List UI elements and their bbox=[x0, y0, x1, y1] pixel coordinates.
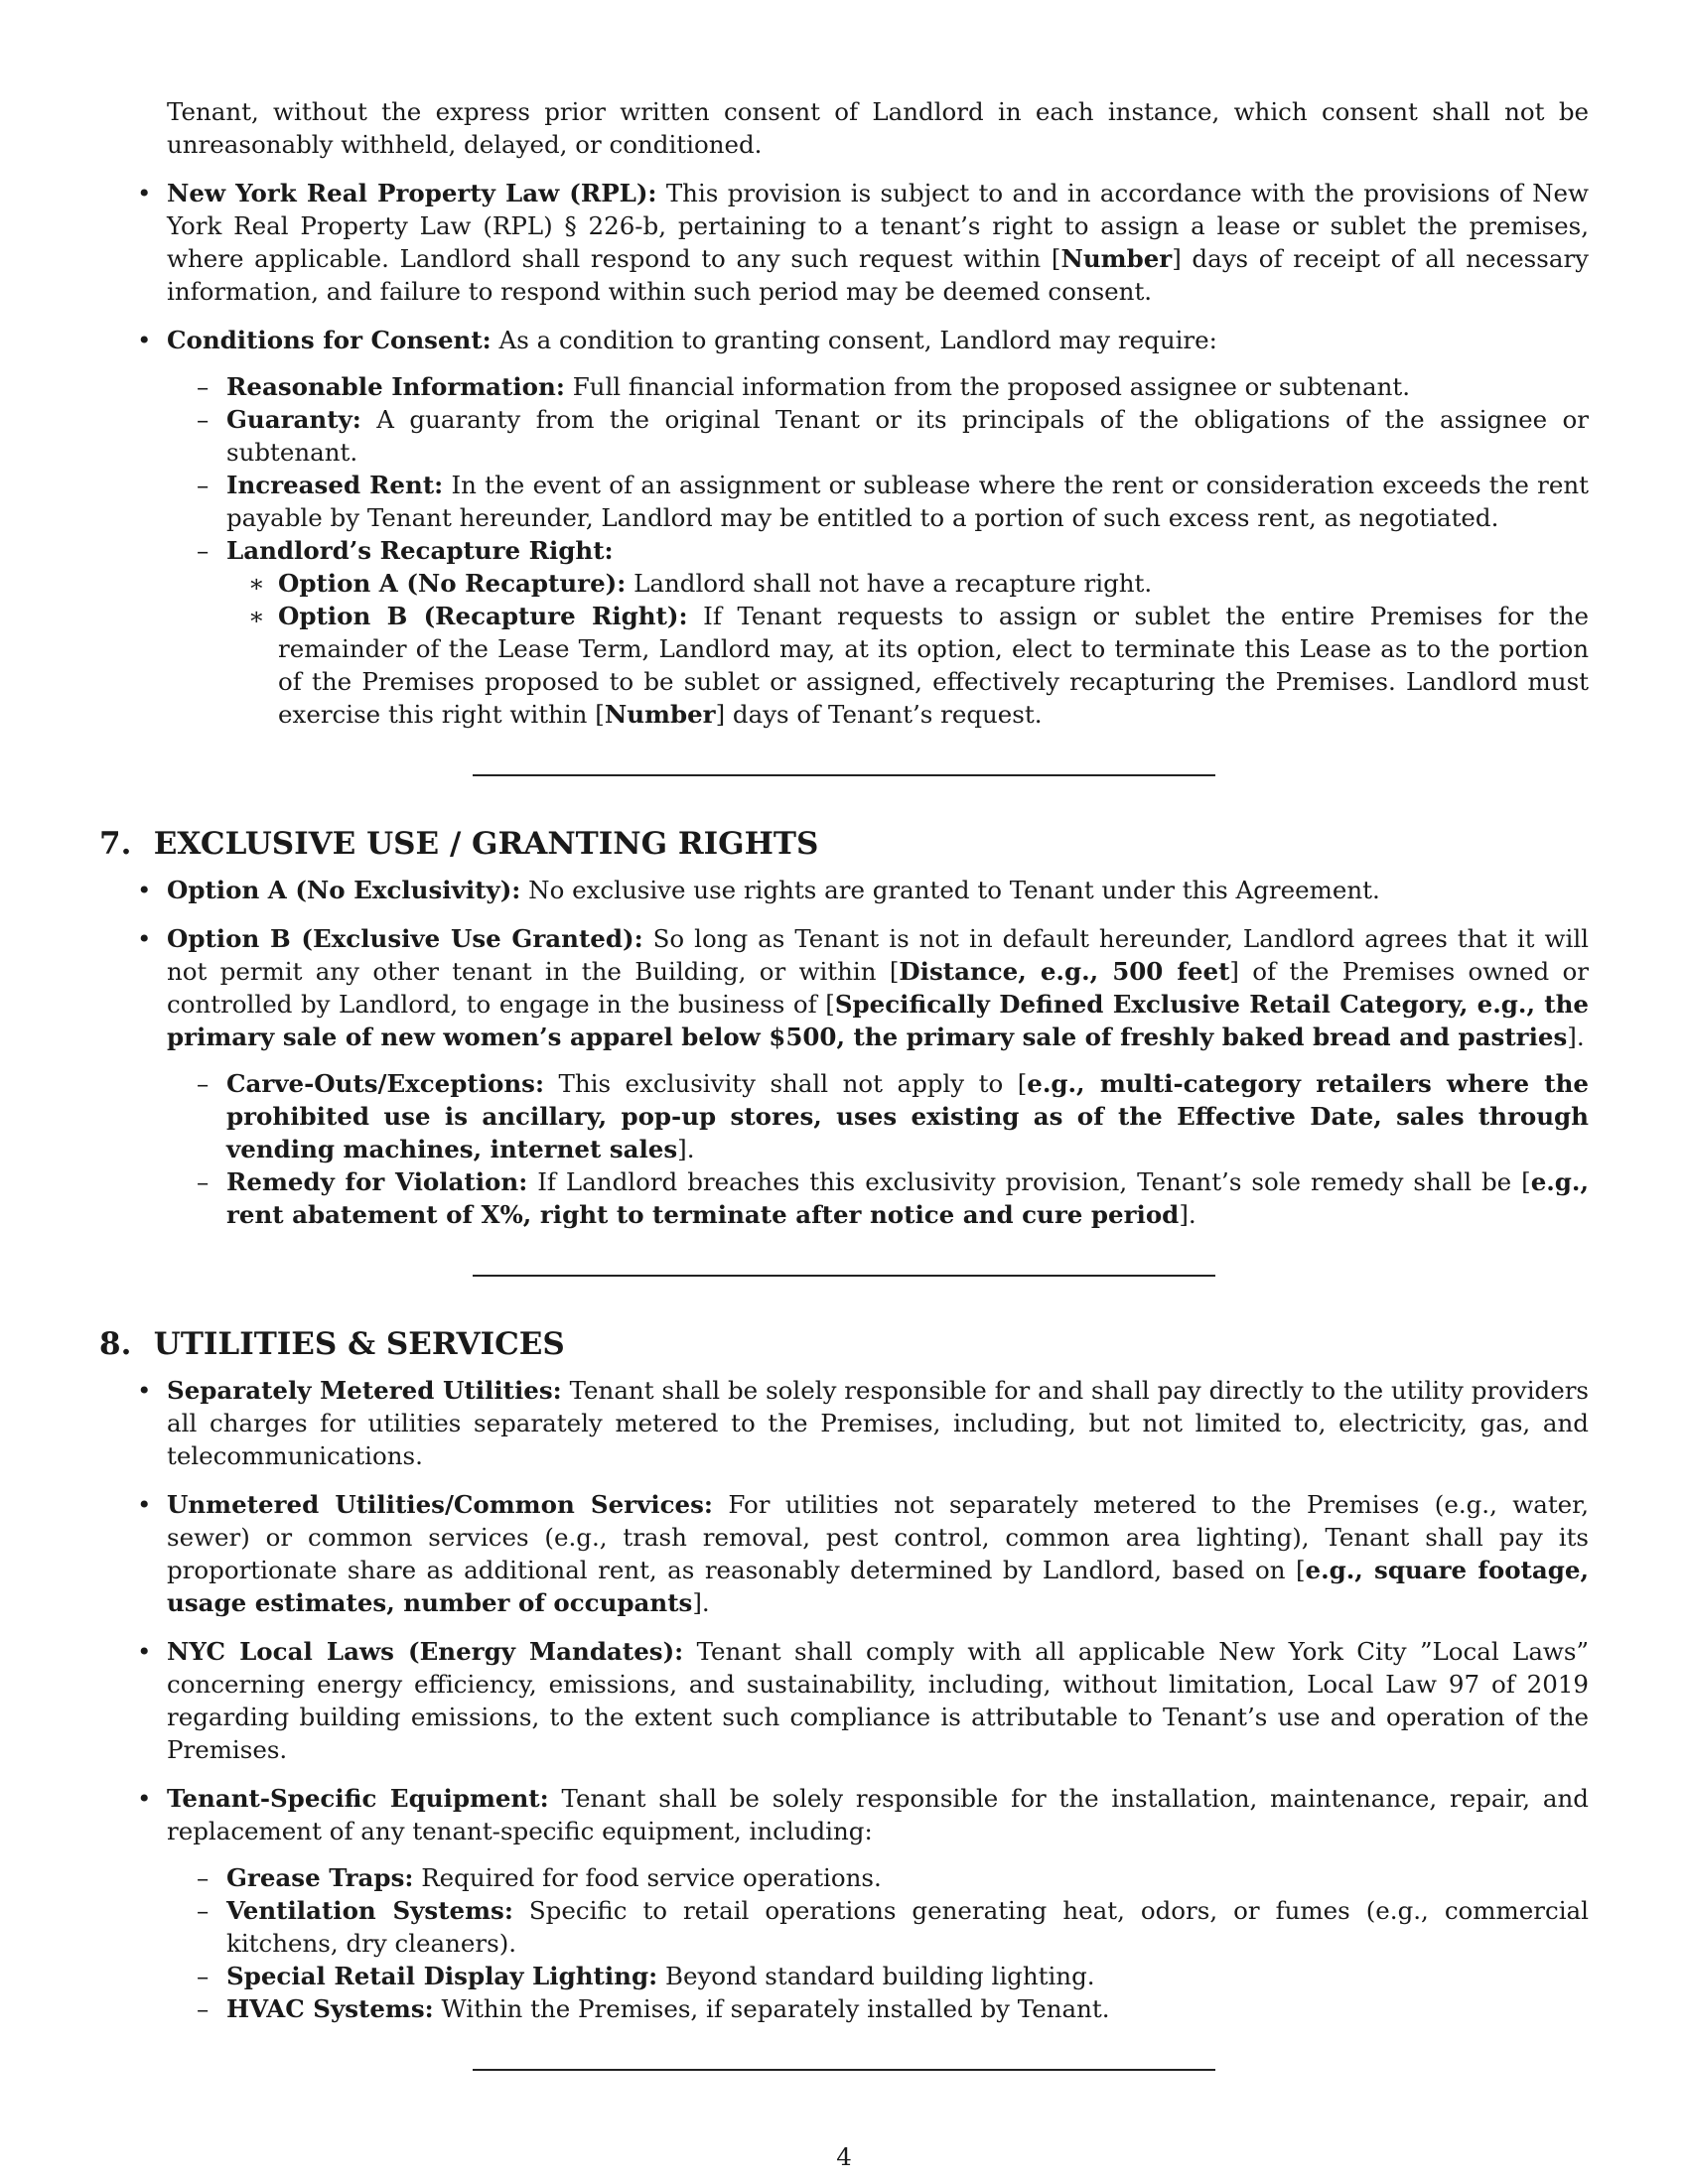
sub-item-grease-traps bbox=[99, 1861, 1589, 1894]
bullet-rpl bbox=[99, 177, 1589, 308]
dash-marker: – bbox=[197, 1896, 210, 1925]
item-text: No exclusive use rights are granted to Tenant under this Agreement. bbox=[528, 876, 1380, 904]
rpl-text-1: This provision is subject to and in accordance with the provisions of New York Real Property Law (RPL) § 226-b, pertaining to a tenant’s right to assign a lease or sublet the premises, where applicable. Landlord shall respond to any such request within [ bbox=[167, 179, 1589, 273]
section-divider bbox=[473, 1275, 1215, 1277]
sub-item-display-lighting bbox=[99, 1960, 1589, 1992]
bullet-marker: • bbox=[137, 1784, 152, 1813]
item-label: Option A (No Exclusivity): bbox=[167, 876, 521, 904]
exclusive-use-sublist bbox=[99, 1067, 1589, 1231]
sub-item-remedy bbox=[99, 1165, 1589, 1231]
dash-marker: – bbox=[197, 1962, 210, 1990]
item-text: Specific to retail operations generating heat, odors, or fumes (e.g., commercial kitchens, dry cleaners). bbox=[226, 1896, 1589, 1958]
bullet-local-laws bbox=[99, 1635, 1589, 1766]
item-placeholder: Number bbox=[604, 700, 716, 729]
bullet-tenant-equipment bbox=[99, 1782, 1589, 1847]
item-text: ]. bbox=[1567, 1023, 1585, 1051]
item-label: Option A (No Recapture): bbox=[278, 569, 627, 598]
section-divider bbox=[473, 774, 1215, 776]
item-text: Tenant shall be solely responsible for and shall pay directly to the utility providers all charges for utilities separately metered to the Premises, including, but not limited to, electricity, gas, and telecommunications. bbox=[167, 1376, 1590, 1470]
dash-marker: – bbox=[197, 471, 210, 499]
item-label: Option B (Exclusive Use Granted): bbox=[167, 924, 643, 953]
dash-marker: – bbox=[197, 405, 210, 434]
dash-marker: – bbox=[197, 1069, 210, 1098]
item-label: Ventilation Systems: bbox=[226, 1896, 513, 1925]
item-label: Unmetered Utilities/Common Services: bbox=[167, 1490, 713, 1519]
item-label: Special Retail Display Lighting: bbox=[226, 1962, 658, 1990]
item-text: A guaranty from the original Tenant or its principals of the obligations of the assignee or subtenant. bbox=[226, 405, 1589, 467]
recapture-option-b bbox=[99, 600, 1589, 731]
section-divider bbox=[473, 2069, 1215, 2071]
section-7-heading bbox=[99, 824, 1589, 864]
item-placeholder: e.g., multi-category retailers where the prohibited use is ancillary, pop-up stores, uses existing as of the Effective Date, sales through vending machines, internet sales bbox=[226, 1069, 1589, 1163]
item-text: ] days of Tenant’s request. bbox=[715, 700, 1043, 729]
rpl-label: New York Real Property Law (RPL): bbox=[167, 179, 657, 207]
conditions-label: Conditions for Consent: bbox=[167, 326, 492, 354]
equipment-sublist bbox=[99, 1861, 1589, 2025]
item-text: Beyond standard building lighting. bbox=[664, 1962, 1095, 1990]
item-label: Increased Rent: bbox=[226, 471, 444, 499]
item-label: Grease Traps: bbox=[226, 1863, 414, 1892]
item-text: So long as Tenant is not in default hereunder, Landlord agrees that it will not permit any other tenant in the Building, or within [ bbox=[167, 924, 1589, 986]
item-text: If Landlord breaches this exclusivity provision, Tenant’s sole remedy shall be [ bbox=[537, 1167, 1531, 1196]
bullet-marker: • bbox=[137, 1376, 152, 1405]
conditions-sublist bbox=[99, 370, 1589, 731]
bullet-marker: • bbox=[137, 1637, 152, 1666]
item-text: This exclusivity shall not apply to [ bbox=[558, 1069, 1028, 1098]
bullet-marker: • bbox=[137, 876, 152, 904]
item-placeholder: Distance, e.g., 500 feet bbox=[899, 957, 1230, 986]
asterisk-marker: ∗ bbox=[248, 569, 265, 598]
item-label: Carve-Outs/Exceptions: bbox=[226, 1069, 545, 1098]
bullet-marker: • bbox=[137, 924, 152, 953]
bullet-option-b-exclusive-use bbox=[99, 922, 1589, 1053]
dash-marker: – bbox=[197, 1994, 210, 2023]
sub-item-increased-rent bbox=[99, 469, 1589, 534]
section-8-heading bbox=[99, 1324, 1589, 1364]
asterisk-marker: ∗ bbox=[248, 602, 265, 630]
bullet-marker: • bbox=[137, 326, 152, 354]
item-label: Option B (Recapture Right): bbox=[278, 602, 688, 630]
dash-marker: – bbox=[197, 372, 210, 401]
bullet-conditions bbox=[99, 324, 1589, 356]
bullet-marker: • bbox=[137, 179, 152, 207]
item-placeholder: e.g., square footage, usage estimates, number of occupants bbox=[167, 1556, 1589, 1617]
rpl-placeholder: Number bbox=[1060, 244, 1173, 273]
sub-item-reasonable-info bbox=[99, 370, 1589, 403]
item-text: Within the Premises, if separately installed by Tenant. bbox=[441, 1994, 1110, 2023]
bullet-marker: • bbox=[137, 1490, 152, 1519]
bullet-separately-metered bbox=[99, 1374, 1589, 1472]
item-text: Tenant shall be solely responsible for the installation, maintenance, repair, and replacement of any tenant-specific equipment, including: bbox=[167, 1784, 1589, 1845]
item-text: Required for food service operations. bbox=[421, 1863, 882, 1892]
item-text: For utilities not separately metered to the Premises (e.g., water, sewer) or common services (e.g., trash removal, pest control, common area lighting), Tenant shall pay its proportionate share as additional rent, as reasonably determined by Landlord, based on [ bbox=[167, 1490, 1589, 1584]
sub-item-recapture bbox=[99, 534, 1589, 567]
item-text: ]. bbox=[677, 1135, 695, 1163]
sub-item-hvac bbox=[99, 1992, 1589, 2025]
dash-marker: – bbox=[197, 1167, 210, 1196]
sub-item-ventilation bbox=[99, 1894, 1589, 1960]
item-label: Tenant-Specific Equipment: bbox=[167, 1784, 549, 1813]
section-number: 8. bbox=[99, 1326, 132, 1362]
rpl-text-2: ] days of receipt of all necessary information, and failure to respond within such period may be deemed consent. bbox=[167, 244, 1589, 306]
item-text: ]. bbox=[692, 1588, 710, 1617]
section-title: EXCLUSIVE USE / GRANTING RIGHTS bbox=[153, 826, 819, 862]
item-label: Separately Metered Utilities: bbox=[167, 1376, 562, 1405]
section-title: UTILITIES & SERVICES bbox=[153, 1326, 565, 1362]
document-page bbox=[99, 95, 1589, 2071]
item-label: HVAC Systems: bbox=[226, 1994, 434, 2023]
item-text: If Tenant requests to assign or sublet the entire Premises for the remainder of the Lease Term, Landlord may, at its option, elect to terminate this Lease as to the portion of the Premises proposed to be sublet or assigned, effectively recapturing the Premises. Landlord must exercise this right within [ bbox=[278, 602, 1589, 729]
item-text: In the event of an assignment or sublease where the rent or consideration exceeds the rent payable by Tenant hereunder, Landlord may be entitled to a portion of such excess rent, as negotiated. bbox=[226, 471, 1589, 532]
conditions-text: As a condition to granting consent, Landlord may require: bbox=[498, 326, 1217, 354]
bullet-option-a-exclusivity bbox=[99, 874, 1589, 906]
bullet-unmetered bbox=[99, 1488, 1589, 1619]
section-number: 7. bbox=[99, 826, 132, 862]
item-label: Remedy for Violation: bbox=[226, 1167, 528, 1196]
item-text: ] of the Premises owned or controlled by Landlord, to engage in the business of [ bbox=[167, 957, 1589, 1019]
page-number: 4 bbox=[836, 2142, 852, 2171]
item-label: Reasonable Information: bbox=[226, 372, 565, 401]
item-text: Full financial information from the proposed assignee or subtenant. bbox=[572, 372, 1411, 401]
item-text: Landlord shall not have a recapture right. bbox=[633, 569, 1153, 598]
sub-item-carve-outs bbox=[99, 1067, 1589, 1165]
item-text: ]. bbox=[1179, 1200, 1196, 1229]
item-label: Landlord’s Recapture Right: bbox=[226, 536, 614, 565]
recapture-option-a bbox=[99, 567, 1589, 600]
item-placeholder: e.g., rent abatement of X%, right to terminate after notice and cure period bbox=[226, 1167, 1589, 1229]
continuation-paragraph: Tenant, without the express prior written consent of Landlord in each instance, which consent shall not be unreasonably withheld, delayed, or conditioned. bbox=[167, 97, 1589, 159]
sub-item-guaranty bbox=[99, 403, 1589, 469]
item-label: NYC Local Laws (Energy Mandates): bbox=[167, 1637, 684, 1666]
item-text: Tenant shall comply with all applicable New York City ”Local Laws” concerning energy efficiency, emissions, and sustainability, including, without limitation, Local Law 97 of 2019 regarding building emissions, to the extent such compliance is attributable to Tenant’s use and operation of the Premises. bbox=[167, 1637, 1590, 1764]
dash-marker: – bbox=[197, 536, 210, 565]
item-label: Guaranty: bbox=[226, 405, 361, 434]
dash-marker: – bbox=[197, 1863, 210, 1892]
item-placeholder: Specifically Defined Exclusive Retail Category, e.g., the primary sale of new women’s apparel below $500, the primary sale of freshly baked bread and pastries bbox=[167, 990, 1589, 1051]
